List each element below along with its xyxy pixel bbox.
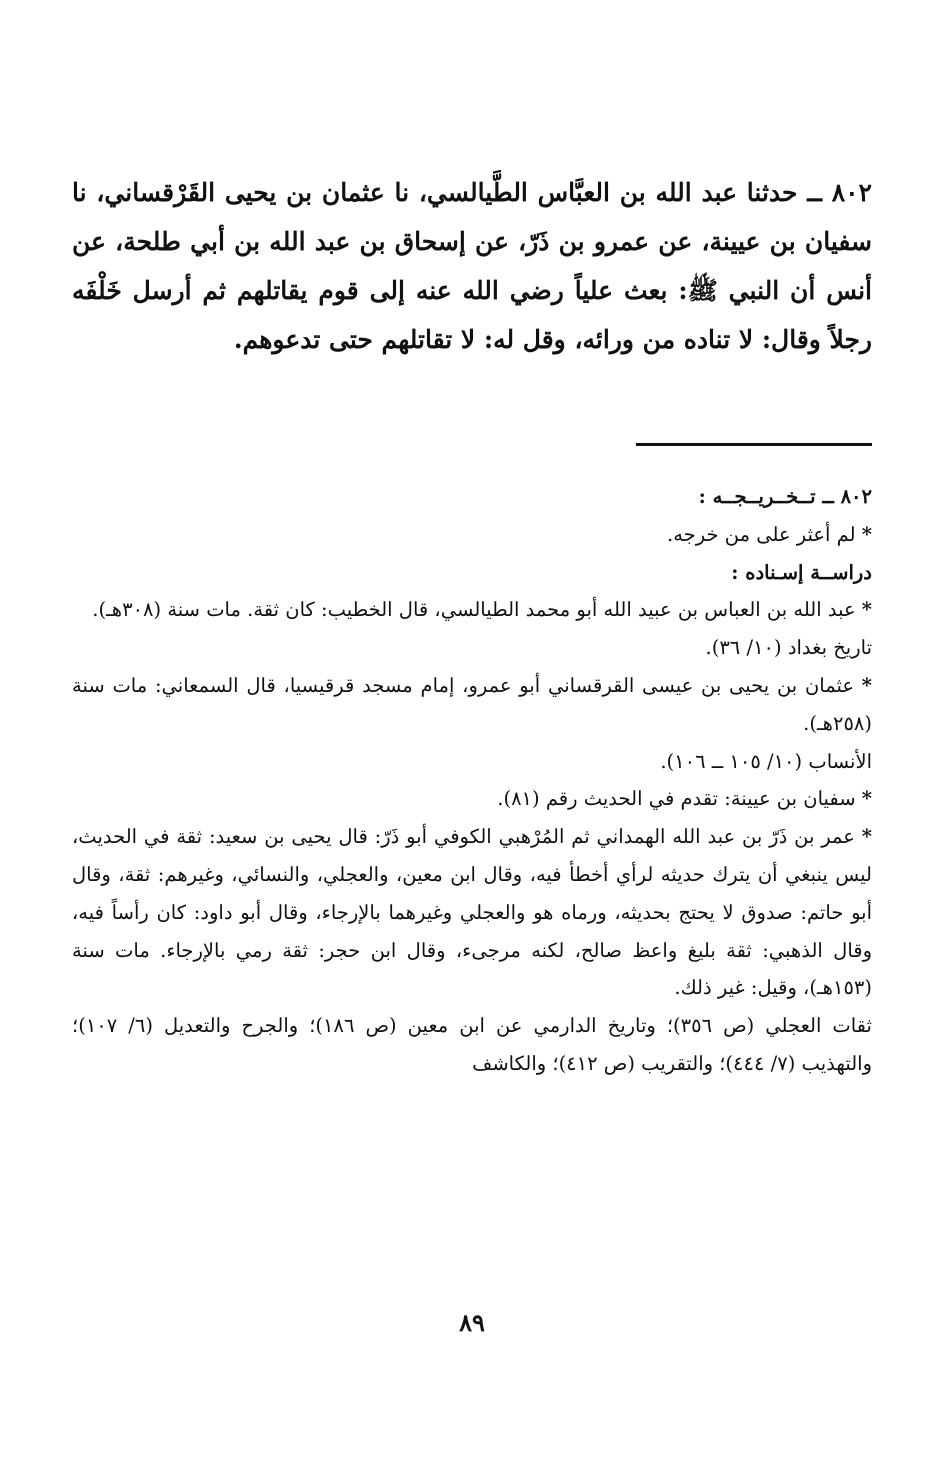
bullet-star: * [861, 522, 872, 546]
narrator-text: عثمان بن يحيى بن عيسى القرقساني أبو عمرو، إمام مسجد قرقيسيا، قال السمعاني: مات سنة (٢٥٨هـ). [72, 673, 872, 735]
bullet-star: * [861, 825, 872, 849]
takhrij-paragraph [72, 516, 872, 554]
narrator-reference: الأنساب (١٠/ ١٠٥ ــ ١٠٦). [660, 749, 872, 773]
narrator-text: عبد الله بن العباس بن عبيد الله أبو محمد الطيالسي، قال الخطيب: كان ثقة. مات سنة (٣٠٨هـ). [92, 598, 856, 622]
hadith-text-block [72, 168, 872, 364]
narrator-reference: ثقات العجلي (ص ٣٥٦)؛ وتاريخ الدارمي عن ابن معين (ص ١٨٦)؛ والجرح والتعديل (٦/ ١٠٧)؛ والتهذيب (٧/ ٤٤٤)؛ والتقريب (ص ٤١٢)؛ والكاشف [72, 1014, 872, 1075]
bullet-star: * [861, 598, 872, 622]
bullet-star: * [861, 673, 872, 697]
narrator-reference: تاريخ بغداد (١٠/ ٣٦). [705, 636, 872, 660]
narrator-entry [72, 591, 872, 629]
takhrij-heading: ٨٠٢ ــ تــخــريــجــه : [698, 485, 872, 508]
hadith-number: ٨٠٢ ــ [807, 178, 872, 207]
narrator-entry [72, 780, 872, 818]
bullet-star: * [861, 787, 872, 811]
narrator-text: عمر بن ذَرّ بن عبد الله الهمداني ثم المُرْهبي الكوفي أبو ذَرّ: قال يحيى بن سعيد: ثقة في الحديث، ليس ينبغي أن يترك حديثه لرأي أخطأ فيه، وقال ابن معين، والعجلي، والنسائي، وغيرهم: ثقة، وقال أبو حاتم: صدوق لا يحتج بحديثه، ورماه هو والعجلي وغيرهما بالإرجاء، وقال أبو داود: كان رأساً فيه، وقال الذهبي: ثقة بليغ واعظ صالح، لكنه مرجىء، وقال ابن حجر: ثقة رمي بالإرجاء. مات سنة (١٥٣هـ)، وقيل: غير ذلك. [72, 825, 872, 1000]
isnad-heading: دراســة إسـناده : [731, 560, 872, 584]
page-number: ٨٩ [459, 1308, 485, 1337]
narrator-entry [72, 818, 872, 1007]
takhrij-text: لم أعثر على من خرجه. [667, 522, 856, 546]
narrator-text: سفيان بن عيينة: تقدم في الحديث رقم (٨١). [497, 787, 856, 811]
hadith-body: حدثنا عبد الله بن العبَّاس الطَّيالسي، نا عثمان بن يحيى القَرْقساني، نا سفيان بن عيينة، عن عمرو بن ذَرّ، عن إسحاق بن عبد الله بن أبي طلحة، عن أنس أن النبي ﷺ: بعث علياً رضي الله عنه إلى قوم يقاتلهم ثم أرسل خَلْفَه رجلاً وقال: لا تناده من ورائه، وقل له: لا تقاتلهم حتى تدعوهم. [72, 178, 872, 354]
footnote-divider [636, 443, 872, 446]
narrator-entry [72, 667, 872, 743]
footnotes-block [72, 478, 872, 1083]
